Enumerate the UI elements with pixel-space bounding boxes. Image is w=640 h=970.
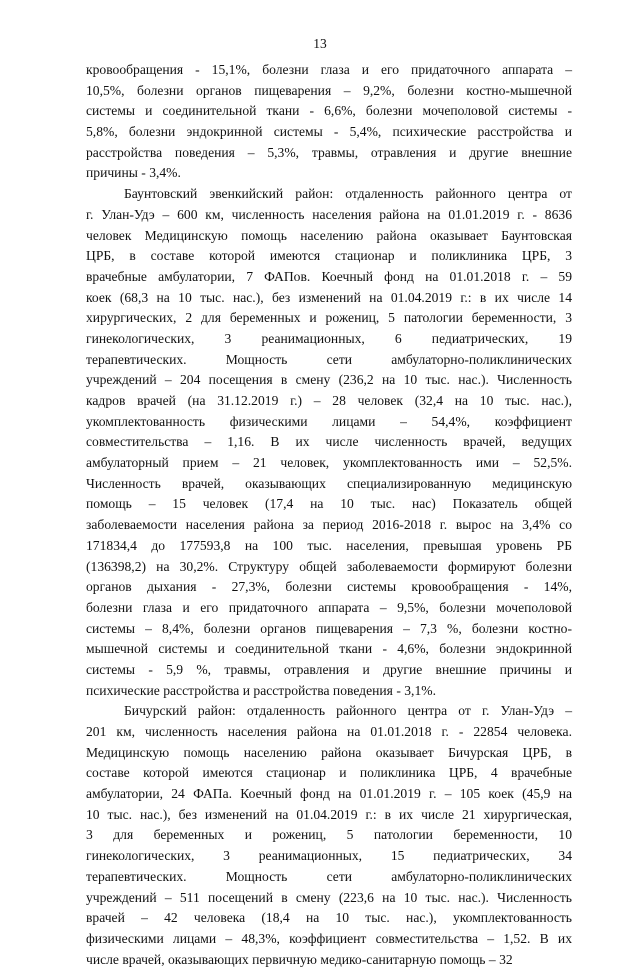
text-line: укомплектованность физическими лицами – 54,4%, коэффициент: [86, 413, 572, 429]
text-line: гинекологических, 3 реанимационных, 6 педиатрических, 19: [86, 330, 572, 346]
text-line: помощь – 15 человек (17,4 на 10 тыс. нас) Показатель общей: [86, 496, 572, 512]
text-line: 5,8%, болезни эндокринной системы - 5,4%, психические расстройства и: [86, 124, 572, 140]
text-line: совместительства – 1,16. В их числе численность врачей, ведущих: [86, 434, 572, 450]
text-line: числе врачей, оказывающих первичную медико-санитарную помощь – 32: [86, 951, 513, 967]
text-line: заболеваемости населения района за период 2016-2018 г. вырос на 3,4% со: [86, 517, 572, 533]
text-line: 171834,4 до 177593,8 на 100 тыс. населения, превышая уровень РБ: [86, 537, 572, 553]
text-line: амбулаторный прием – 21 человек, укомплектованность ими – 52,5%.: [86, 455, 572, 471]
text-line: учреждений – 511 посещений в смену (223,6 на 10 тыс. нас.). Численность: [86, 889, 572, 905]
page-number: 13: [313, 36, 327, 51]
text-line: причины - 3,4%.: [86, 165, 181, 181]
paragraph: [86, 60, 572, 184]
text-line: кровообращения - 15,1%, болезни глаза и его придаточного аппарата –: [86, 62, 572, 77]
text-line: ЦРБ, в составе которой имеются стационар и поликлиника ЦРБ, 3: [86, 248, 572, 264]
text-line: Баунтовский эвенкийский район: отдаленность районного центра от: [124, 186, 572, 202]
text-line: человек Медицинскую помощь населению района оказывает Баунтовская: [86, 227, 572, 243]
text-line: (136398,2) на 30,2%. Структуру общей заболеваемости формируют болезни: [86, 558, 572, 574]
text-line: гинекологических, 3 реанимационных, 15 педиатрических, 34: [86, 848, 572, 864]
text-line: Численность врачей, оказывающих специализированную медицинскую: [86, 475, 572, 491]
text-line: Бичурский район: отдаленность районного центра от г. Улан-Удэ –: [124, 703, 572, 719]
text-line: системы - 5,9 %, травмы, отравления и другие внешние причины и: [86, 661, 572, 677]
paragraph: [86, 184, 572, 701]
text-line: составе которой имеются стационар и поликлиника ЦРБ, 4 врачебные: [86, 765, 572, 781]
text-line: болезни глаза и его придаточного аппарата – 9,5%, болезни мочеполовой: [86, 599, 572, 615]
text-line: системы и соединительной ткани - 6,6%, болезни мочеполовой системы -: [86, 103, 572, 119]
text-line: врачебные амбулатории, 7 ФАПов. Коечный фонд на 01.01.2018 г. – 59: [86, 268, 572, 284]
text-line: терапевтических. Мощность сети амбулаторно-поликлинических: [86, 351, 572, 367]
text-line: 201 км, численность населения района на 01.01.2018 г. - 22854 человека.: [86, 724, 572, 739]
text-line: 10 тыс. нас.), без изменений на 01.04.2019 г.: в их числе 21 хирургическая,: [86, 806, 572, 822]
text-line: физическими лицами – 48,3%, коэффициент совместительства – 1,52. В их: [86, 930, 572, 946]
text-line: психические расстройства и расстройства поведения - 3,1%.: [86, 682, 436, 698]
text-line: г. Улан-Удэ – 600 км, численность населения района на 01.01.2019 г. - 8636: [86, 206, 572, 222]
text-line: органов дыхания - 27,3%, болезни системы кровообращения - 14%,: [86, 579, 572, 595]
text-line: Медицинскую помощь населению района оказывает Бичурская ЦРБ, в: [86, 744, 572, 760]
text-line: терапевтических. Мощность сети амбулаторно-поликлинических: [86, 868, 572, 884]
text-line: хирургических, 2 для беременных и рожениц, 5 патологии беременности, 3: [86, 310, 572, 326]
text-line: системы – 8,4%, болезни органов пищеварения – 7,3 %, болезни костно-: [86, 620, 572, 636]
paragraph: [86, 701, 572, 970]
document-body: [86, 60, 572, 970]
text-line: учреждений – 204 посещения в смену (236,2 на 10 тыс. нас.). Численность: [86, 372, 572, 388]
text-line: амбулатории, 24 ФАПа. Коечный фонд на 01.01.2019 г. – 105 коек (45,9 на: [86, 786, 572, 802]
text-line: 3 для беременных и рожениц, 5 патологии беременности, 10: [86, 827, 572, 843]
text-line: коек (68,3 на 10 тыс. нас.), без изменений на 01.04.2019 г.: в их числе 14: [86, 289, 572, 305]
text-line: мышечной системы и соединительной ткани - 4,6%, болезни эндокринной: [86, 641, 572, 657]
text-line: врачей – 42 человека (18,4 на 10 тыс. нас.), укомплектованность: [86, 910, 572, 926]
text-line: 10,5%, болезни органов пищеварения – 9,2%, болезни костно-мышечной: [86, 82, 572, 98]
text-line: кадров врачей (на 31.12.2019 г.) – 28 человек (32,4 на 10 тыс. нас.),: [86, 393, 572, 408]
text-line: расстройства поведения – 5,3%, травмы, отравления и другие внешние: [86, 144, 572, 160]
